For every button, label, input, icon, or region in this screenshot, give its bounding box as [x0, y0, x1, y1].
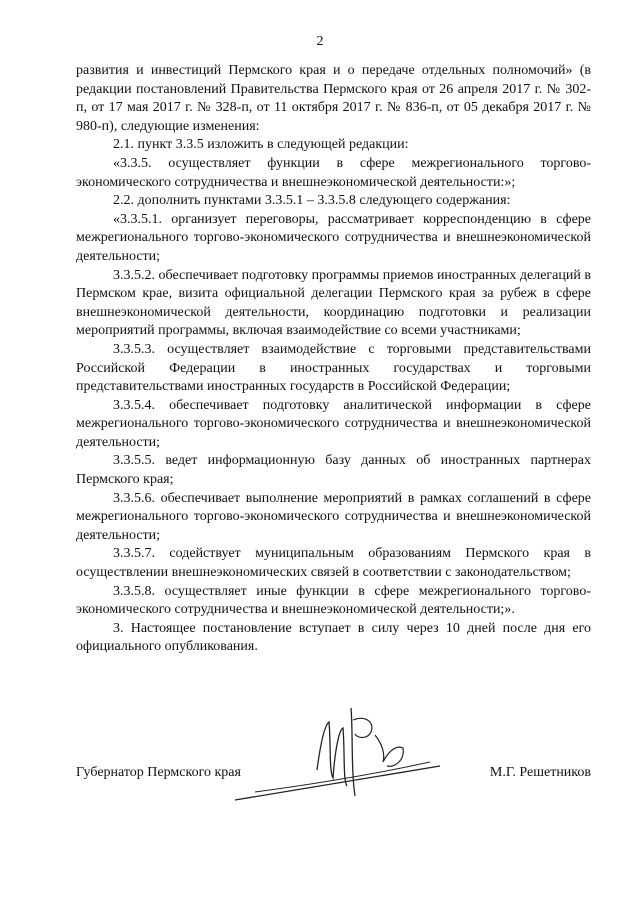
paragraph-3-3-5-8: 3.3.5.8. осуществляет иные функции в сфере межрегионального торгово-экономического сотрудничества и внешнеэкономической деятельности;». — [76, 583, 591, 618]
paragraph-2-2: 2.2. дополнить пунктами 3.3.5.1 – 3.3.5.8 следующего содержания: — [113, 193, 511, 209]
handwritten-signature — [225, 700, 445, 810]
paragraph-3-3-5-7: 3.3.5.7. содействует муниципальным образованиям Пермского края в осуществлении внешнеэкономических связей в соответствии с законодательством; — [76, 546, 591, 581]
paragraph-3-3-5-4: 3.3.5.4. обеспечивает подготовку аналитической информации в сфере межрегионального торгово-экономического сотрудничества и внешнеэкономической деятельности; — [76, 397, 591, 450]
page-number: 2 — [316, 34, 324, 49]
paragraph-3-3-5-2: 3.3.5.2. обеспечивает подготовку программы приемов иностранных делегаций в Пермском крае, визита официальной делегации Пермского края за рубеж в сфере внешнеэкономической деятельности, координацию подготовки и реализации мероприятий программы, включая взаимодействие со всеми участниками; — [76, 267, 591, 339]
paragraph-intro: развития и инвестиций Пермского края и о передаче отдельных полномочий» (в редакции постановлений Правительства Пермского края от 26 апреля 2017 г. № 302-п, от 17 мая 2017 г. № 328-п, от 11 октября 2017 г. № 836-п, от 05 декабря 2017 г. № 980-п), следующие изменения: — [76, 63, 591, 134]
paragraph-3-3-5-5: 3.3.5.5. ведет информационную базу данных об иностранных партнерах Пермского края; — [76, 453, 591, 488]
paragraph-3-3-5: «3.3.5. осуществляет функции в сфере межрегионального торгово-экономического сотрудничества и внешнеэкономической деятельности:»; — [76, 155, 591, 190]
paragraph-3-effective-date: 3. Настоящее постановление вступает в силу через 10 дней после дня его официального опубликования. — [76, 620, 591, 655]
document-body — [76, 62, 591, 657]
paragraph-3-3-5-1: «3.3.5.1. организует переговоры, рассматривает корреспонденцию в сфере межрегионального торгово-экономического сотрудничества и внешнеэкономической деятельности; — [76, 211, 591, 264]
signatory-position: Губернатор Пермского края — [76, 765, 241, 780]
paragraph-2-1: 2.1. пункт 3.3.5 изложить в следующей редакции: — [113, 137, 409, 153]
paragraph-3-3-5-3: 3.3.5.3. осуществляет взаимодействие с торговыми представительствами Российской Федерации в иностранных государствах и торговыми представительствами иностранных государств в Российской Федерации; — [76, 341, 591, 395]
signatory-name: М.Г. Решетников — [489, 765, 591, 780]
paragraph-3-3-5-6: 3.3.5.6. обеспечивает выполнение мероприятий в рамках соглашений в сфере межрегионального торгово-экономического сотрудничества и внешнеэкономической деятельности; — [76, 490, 591, 543]
